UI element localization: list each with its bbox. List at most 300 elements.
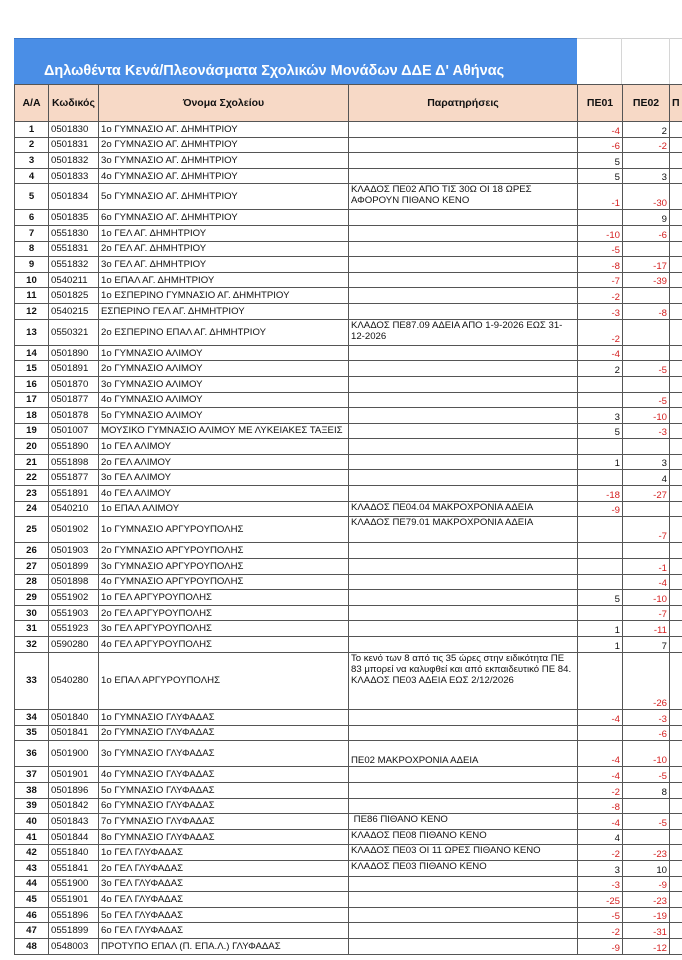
pe03-cell[interactable] [670,907,682,923]
row-number-cell[interactable]: 4 [15,168,49,184]
pe01-cell[interactable]: -2 [578,923,623,939]
pe02-cell[interactable] [623,501,670,517]
pe03-cell[interactable] [670,501,682,517]
school-name-cell[interactable]: 1ο ΕΣΠΕΡΙΝΟ ΓΥΜΝΑΣΙΟ ΑΓ. ΔΗΜΗΤΡΙΟΥ [99,288,349,304]
pe03-cell[interactable] [670,470,682,486]
row-number-cell[interactable]: 9 [15,257,49,273]
school-name-cell[interactable]: 1ο ΓΕΛ ΑΛΙΜΟΥ [99,439,349,455]
row-number-cell[interactable]: 48 [15,938,49,954]
pe02-cell[interactable] [623,288,670,304]
pe03-cell[interactable] [670,288,682,304]
school-name-cell[interactable]: 2ο ΓΥΜΝΑΣΙΟ ΑΛΙΜΟΥ [99,361,349,377]
school-code-cell[interactable]: 0551901 [49,892,99,908]
pe01-cell[interactable]: -7 [578,272,623,288]
notes-cell[interactable] [349,210,578,226]
school-name-cell[interactable]: 1ο ΓΕΛ ΑΡΓΥΡΟΥΠΟΛΗΣ [99,590,349,606]
notes-cell[interactable]: ΠΕ86 ΠΙΘΑΝΟ ΚΕΝΟ [349,814,578,830]
school-name-cell[interactable]: 3ο ΓΥΜΝΑΣΙΟ ΑΡΓΥΡΟΥΠΟΛΗΣ [99,558,349,574]
school-code-cell[interactable]: 0551898 [49,454,99,470]
pe02-cell[interactable]: -5 [623,814,670,830]
school-name-cell[interactable]: 1ο ΕΠΑΛ ΑΛΙΜΟΥ [99,501,349,517]
school-name-cell[interactable]: 4ο ΓΥΜΝΑΣΙΟ ΓΛΥΦΑΔΑΣ [99,767,349,783]
row-number-cell[interactable]: 32 [15,636,49,652]
pe01-cell[interactable]: 3 [578,860,623,876]
pe03-cell[interactable] [670,814,682,830]
pe02-cell[interactable]: 3 [623,168,670,184]
school-name-cell[interactable]: ΠΡΟΤΥΠΟ ΕΠΑΛ (Π. ΕΠΑ.Λ.) ΓΛΥΦΑΔΑΣ [99,938,349,954]
notes-cell[interactable] [349,272,578,288]
notes-cell[interactable]: Το κενό των 8 από τις 35 ώρες στην ειδικότητα ΠΕ 83 μπορεί να καλυφθεί και από εκπαιδευτικό ΠΕ 84. ΚΛΑΔΟΣ ΠΕ03 ΑΔΕΙΑ ΕΩΣ 2/12/2026 [349,652,578,710]
school-name-cell[interactable]: 2ο ΓΥΜΝΑΣΙΟ ΑΡΓΥΡΟΥΠΟΛΗΣ [99,543,349,559]
pe01-cell[interactable]: -6 [578,137,623,153]
school-code-cell[interactable]: 0501840 [49,710,99,726]
school-name-cell[interactable]: 6ο ΓΕΛ ΓΛΥΦΑΔΑΣ [99,923,349,939]
notes-cell[interactable] [349,241,578,257]
school-name-cell[interactable]: 4ο ΓΥΜΝΑΣΙΟ ΑΓ. ΔΗΜΗΤΡΙΟΥ [99,168,349,184]
row-number-cell[interactable]: 15 [15,361,49,377]
pe02-cell[interactable]: -19 [623,907,670,923]
school-name-cell[interactable]: 2ο ΓΕΛ ΑΛΙΜΟΥ [99,454,349,470]
school-name-cell[interactable]: 1ο ΓΥΜΝΑΣΙΟ ΑΡΓΥΡΟΥΠΟΛΗΣ [99,517,349,543]
pe03-cell[interactable] [670,486,682,502]
school-name-cell[interactable]: 3ο ΓΕΛ ΑΓ. ΔΗΜΗΤΡΙΟΥ [99,257,349,273]
pe02-cell[interactable]: -2 [623,137,670,153]
school-name-cell[interactable]: 2ο ΕΣΠΕΡΙΝΟ ΕΠΑΛ ΑΓ. ΔΗΜΗΤΡΙΟΥ [99,319,349,345]
pe03-cell[interactable] [670,454,682,470]
pe03-cell[interactable] [670,574,682,590]
row-number-cell[interactable]: 29 [15,590,49,606]
school-name-cell[interactable]: 4ο ΓΥΜΝΑΣΙΟ ΑΛΙΜΟΥ [99,392,349,408]
pe03-cell[interactable] [670,845,682,861]
school-name-cell[interactable]: 2ο ΓΥΜΝΑΣΙΟ ΑΓ. ΔΗΜΗΤΡΙΟΥ [99,137,349,153]
pe03-cell[interactable] [670,184,682,210]
school-code-cell[interactable]: 0551830 [49,226,99,242]
pe02-cell[interactable]: 7 [623,636,670,652]
row-number-cell[interactable]: 43 [15,860,49,876]
notes-cell[interactable] [349,907,578,923]
header-aa[interactable]: Α/Α [15,85,49,122]
row-number-cell[interactable]: 45 [15,892,49,908]
notes-cell[interactable] [349,288,578,304]
pe03-cell[interactable] [670,272,682,288]
pe03-cell[interactable] [670,122,682,138]
pe03-cell[interactable] [670,636,682,652]
school-code-cell[interactable]: 0540215 [49,304,99,320]
pe03-cell[interactable] [670,829,682,845]
pe03-cell[interactable] [670,923,682,939]
pe01-cell[interactable]: -4 [578,345,623,361]
pe03-cell[interactable] [670,423,682,439]
notes-cell[interactable] [349,710,578,726]
row-number-cell[interactable]: 47 [15,923,49,939]
pe03-cell[interactable] [670,876,682,892]
pe03-cell[interactable] [670,621,682,637]
school-name-cell[interactable]: 1ο ΓΥΜΝΑΣΙΟ ΑΓ. ΔΗΜΗΤΡΙΟΥ [99,122,349,138]
pe01-cell[interactable]: 5 [578,153,623,169]
pe01-cell[interactable] [578,470,623,486]
pe03-cell[interactable] [670,304,682,320]
pe02-cell[interactable]: -10 [623,741,670,767]
pe01-cell[interactable]: 5 [578,423,623,439]
school-code-cell[interactable]: 0540211 [49,272,99,288]
pe02-cell[interactable]: -23 [623,892,670,908]
notes-cell[interactable] [349,590,578,606]
school-code-cell[interactable]: 0551923 [49,621,99,637]
pe03-cell[interactable] [670,153,682,169]
row-number-cell[interactable]: 5 [15,184,49,210]
school-code-cell[interactable]: 0501896 [49,782,99,798]
pe02-cell[interactable]: 3 [623,454,670,470]
pe03-cell[interactable] [670,210,682,226]
pe02-cell[interactable]: 8 [623,782,670,798]
school-code-cell[interactable]: 0551896 [49,907,99,923]
school-name-cell[interactable]: 2ο ΓΕΛ ΑΓ. ΔΗΜΗΤΡΙΟΥ [99,241,349,257]
notes-cell[interactable] [349,137,578,153]
pe01-cell[interactable] [578,543,623,559]
pe02-cell[interactable]: -11 [623,621,670,637]
pe02-cell[interactable]: -17 [623,257,670,273]
pe01-cell[interactable]: -8 [578,798,623,814]
pe01-cell[interactable]: -2 [578,319,623,345]
pe01-cell[interactable]: 5 [578,590,623,606]
pe02-cell[interactable] [623,543,670,559]
notes-cell[interactable] [349,153,578,169]
school-code-cell[interactable]: 0501902 [49,517,99,543]
school-code-cell[interactable]: 0501825 [49,288,99,304]
row-number-cell[interactable]: 1 [15,122,49,138]
pe01-cell[interactable] [578,558,623,574]
notes-cell[interactable] [349,486,578,502]
pe01-cell[interactable]: -3 [578,304,623,320]
pe03-cell[interactable] [670,392,682,408]
pe01-cell[interactable]: 4 [578,829,623,845]
school-name-cell[interactable]: 4ο ΓΕΛ ΑΛΙΜΟΥ [99,486,349,502]
notes-cell[interactable] [349,543,578,559]
pe02-cell[interactable]: -27 [623,486,670,502]
notes-cell[interactable]: ΚΛΑΔΟΣ ΠΕ04.04 ΜΑΚΡΟΧΡΟΝΙΑ ΑΔΕΙΑ [349,501,578,517]
notes-cell[interactable] [349,226,578,242]
pe02-cell[interactable]: -7 [623,517,670,543]
school-name-cell[interactable]: 5ο ΓΥΜΝΑΣΙΟ ΑΓ. ΔΗΜΗΤΡΙΟΥ [99,184,349,210]
school-code-cell[interactable]: 0501898 [49,574,99,590]
pe03-cell[interactable] [670,741,682,767]
pe02-cell[interactable]: -8 [623,304,670,320]
school-name-cell[interactable]: 5ο ΓΕΛ ΓΛΥΦΑΔΑΣ [99,907,349,923]
school-code-cell[interactable]: 0501878 [49,408,99,424]
row-number-cell[interactable]: 34 [15,710,49,726]
school-code-cell[interactable]: 0551831 [49,241,99,257]
notes-cell[interactable] [349,725,578,741]
notes-cell[interactable] [349,439,578,455]
pe03-cell[interactable] [670,319,682,345]
row-number-cell[interactable]: 31 [15,621,49,637]
pe01-cell[interactable]: -2 [578,782,623,798]
row-number-cell[interactable]: 30 [15,605,49,621]
school-code-cell[interactable]: 0551903 [49,605,99,621]
header-pe03[interactable]: Π [670,85,682,122]
school-code-cell[interactable]: 0501901 [49,767,99,783]
pe02-cell[interactable]: -3 [623,423,670,439]
school-code-cell[interactable]: 0501890 [49,345,99,361]
pe02-cell[interactable]: -1 [623,558,670,574]
school-code-cell[interactable]: 0551899 [49,923,99,939]
school-code-cell[interactable]: 0501841 [49,725,99,741]
pe02-cell[interactable]: -23 [623,845,670,861]
row-number-cell[interactable]: 35 [15,725,49,741]
school-code-cell[interactable]: 0551840 [49,845,99,861]
pe02-cell[interactable]: -4 [623,574,670,590]
pe01-cell[interactable] [578,574,623,590]
school-name-cell[interactable]: 3ο ΓΕΛ ΑΛΙΜΟΥ [99,470,349,486]
notes-cell[interactable] [349,423,578,439]
pe02-cell[interactable] [623,345,670,361]
header-pe01[interactable]: ΠΕ01 [578,85,623,122]
pe03-cell[interactable] [670,226,682,242]
school-code-cell[interactable]: 0501891 [49,361,99,377]
school-name-cell[interactable]: 6ο ΓΥΜΝΑΣΙΟ ΓΛΥΦΑΔΑΣ [99,798,349,814]
pe01-cell[interactable] [578,210,623,226]
header-school-name[interactable]: Όνομα Σχολείου [99,85,349,122]
pe03-cell[interactable] [670,725,682,741]
row-number-cell[interactable]: 16 [15,376,49,392]
pe01-cell[interactable] [578,439,623,455]
pe02-cell[interactable] [623,319,670,345]
notes-cell[interactable] [349,376,578,392]
pe02-cell[interactable]: -5 [623,361,670,377]
header-pe02[interactable]: ΠΕ02 [623,85,670,122]
school-name-cell[interactable]: 5ο ΓΥΜΝΑΣΙΟ ΓΛΥΦΑΔΑΣ [99,782,349,798]
pe02-cell[interactable]: -7 [623,605,670,621]
school-code-cell[interactable]: 0551890 [49,439,99,455]
pe01-cell[interactable]: -4 [578,767,623,783]
pe02-cell[interactable]: 4 [623,470,670,486]
school-name-cell[interactable]: 1ο ΓΕΛ ΓΛΥΦΑΔΑΣ [99,845,349,861]
school-name-cell[interactable]: 7ο ΓΥΜΝΑΣΙΟ ΓΛΥΦΑΔΑΣ [99,814,349,830]
school-name-cell[interactable]: ΜΟΥΣΙΚΟ ΓΥΜΝΑΣΙΟ ΑΛΙΜΟΥ ΜΕ ΛΥΚΕΙΑΚΕΣ ΤΑΞΕΙΣ [99,423,349,439]
pe01-cell[interactable]: -4 [578,814,623,830]
notes-cell[interactable]: ΚΛΑΔΟΣ ΠΕ02 ΑΠΟ ΤΙΣ 30Ω ΟΙ 18 ΩΡΕΣ ΑΦΟΡΟΥΝ ΠΙΘΑΝΟ ΚΕΝΟ [349,184,578,210]
pe02-cell[interactable]: -6 [623,725,670,741]
pe03-cell[interactable] [670,710,682,726]
school-code-cell[interactable]: 0548003 [49,938,99,954]
school-name-cell[interactable]: 3ο ΓΥΜΝΑΣΙΟ ΓΛΥΦΑΔΑΣ [99,741,349,767]
school-code-cell[interactable]: 0501832 [49,153,99,169]
pe03-cell[interactable] [670,605,682,621]
pe02-cell[interactable] [623,241,670,257]
pe02-cell[interactable]: -9 [623,876,670,892]
pe01-cell[interactable] [578,725,623,741]
notes-cell[interactable] [349,938,578,954]
school-code-cell[interactable]: 0501842 [49,798,99,814]
school-name-cell[interactable]: 3ο ΓΥΜΝΑΣΙΟ ΑΓ. ΔΗΜΗΤΡΙΟΥ [99,153,349,169]
school-name-cell[interactable]: 1ο ΓΕΛ ΑΓ. ΔΗΜΗΤΡΙΟΥ [99,226,349,242]
school-code-cell[interactable]: 0540210 [49,501,99,517]
school-name-cell[interactable]: 4ο ΓΕΛ ΑΡΓΥΡΟΥΠΟΛΗΣ [99,636,349,652]
notes-cell[interactable] [349,257,578,273]
row-number-cell[interactable]: 3 [15,153,49,169]
pe02-cell[interactable]: 2 [623,122,670,138]
school-code-cell[interactable]: 0501830 [49,122,99,138]
notes-cell[interactable] [349,782,578,798]
notes-cell[interactable] [349,574,578,590]
school-name-cell[interactable]: 3ο ΓΥΜΝΑΣΙΟ ΑΛΙΜΟΥ [99,376,349,392]
school-name-cell[interactable]: 2ο ΓΕΛ ΑΡΓΥΡΟΥΠΟΛΗΣ [99,605,349,621]
pe02-cell[interactable]: 10 [623,860,670,876]
pe01-cell[interactable]: 3 [578,408,623,424]
notes-cell[interactable] [349,636,578,652]
pe02-cell[interactable]: -12 [623,938,670,954]
row-number-cell[interactable]: 33 [15,652,49,710]
notes-cell[interactable] [349,767,578,783]
pe03-cell[interactable] [670,257,682,273]
school-code-cell[interactable]: 0501843 [49,814,99,830]
pe01-cell[interactable]: 1 [578,636,623,652]
pe02-cell[interactable]: -6 [623,226,670,242]
pe02-cell[interactable] [623,829,670,845]
pe01-cell[interactable]: -25 [578,892,623,908]
row-number-cell[interactable]: 26 [15,543,49,559]
pe02-cell[interactable]: -3 [623,710,670,726]
pe02-cell[interactable]: -5 [623,392,670,408]
notes-cell[interactable] [349,470,578,486]
notes-cell[interactable] [349,168,578,184]
notes-cell[interactable] [349,304,578,320]
pe03-cell[interactable] [670,558,682,574]
pe03-cell[interactable] [670,168,682,184]
school-name-cell[interactable]: 4ο ΓΕΛ ΓΛΥΦΑΔΑΣ [99,892,349,908]
pe03-cell[interactable] [670,767,682,783]
pe02-cell[interactable]: -30 [623,184,670,210]
row-number-cell[interactable]: 40 [15,814,49,830]
notes-cell[interactable] [349,798,578,814]
school-name-cell[interactable]: 4ο ΓΥΜΝΑΣΙΟ ΑΡΓΥΡΟΥΠΟΛΗΣ [99,574,349,590]
notes-cell[interactable] [349,876,578,892]
row-number-cell[interactable]: 24 [15,501,49,517]
school-name-cell[interactable]: 3ο ΓΕΛ ΑΡΓΥΡΟΥΠΟΛΗΣ [99,621,349,637]
pe03-cell[interactable] [670,860,682,876]
row-number-cell[interactable]: 17 [15,392,49,408]
pe02-cell[interactable] [623,376,670,392]
pe02-cell[interactable]: -5 [623,767,670,783]
pe01-cell[interactable] [578,376,623,392]
row-number-cell[interactable]: 27 [15,558,49,574]
pe03-cell[interactable] [670,652,682,710]
pe03-cell[interactable] [670,543,682,559]
pe01-cell[interactable]: 1 [578,621,623,637]
pe01-cell[interactable]: 2 [578,361,623,377]
pe01-cell[interactable]: -9 [578,501,623,517]
row-number-cell[interactable]: 38 [15,782,49,798]
notes-cell[interactable] [349,408,578,424]
school-code-cell[interactable]: 0501903 [49,543,99,559]
pe01-cell[interactable] [578,392,623,408]
pe01-cell[interactable] [578,652,623,710]
pe03-cell[interactable] [670,938,682,954]
school-code-cell[interactable]: 0501877 [49,392,99,408]
school-code-cell[interactable]: 0501900 [49,741,99,767]
row-number-cell[interactable]: 42 [15,845,49,861]
school-name-cell[interactable]: ΕΣΠΕΡΙΝΟ ΓΕΛ ΑΓ. ΔΗΜΗΤΡΙΟΥ [99,304,349,320]
school-name-cell[interactable]: 1ο ΕΠΑΛ ΑΡΓΥΡΟΥΠΟΛΗΣ [99,652,349,710]
notes-cell[interactable] [349,621,578,637]
school-code-cell[interactable]: 0551891 [49,486,99,502]
row-number-cell[interactable]: 36 [15,741,49,767]
notes-cell[interactable]: ΚΛΑΔΟΣ ΠΕ87.09 ΑΔΕΙΑ ΑΠΟ 1-9-2026 ΕΩΣ 31-12-2026 [349,319,578,345]
pe02-cell[interactable] [623,153,670,169]
row-number-cell[interactable]: 44 [15,876,49,892]
pe02-cell[interactable] [623,439,670,455]
notes-cell[interactable] [349,558,578,574]
notes-cell[interactable] [349,892,578,908]
pe03-cell[interactable] [670,408,682,424]
school-code-cell[interactable]: 0551841 [49,860,99,876]
notes-cell[interactable] [349,605,578,621]
school-name-cell[interactable]: 1ο ΓΥΜΝΑΣΙΟ ΑΛΙΜΟΥ [99,345,349,361]
pe03-cell[interactable] [670,241,682,257]
pe03-cell[interactable] [670,590,682,606]
notes-cell[interactable] [349,392,578,408]
row-number-cell[interactable]: 2 [15,137,49,153]
header-notes[interactable]: Παρατηρήσεις [349,85,578,122]
pe01-cell[interactable]: -9 [578,938,623,954]
school-name-cell[interactable]: 1ο ΕΠΑΛ ΑΓ. ΔΗΜΗΤΡΙΟΥ [99,272,349,288]
pe03-cell[interactable] [670,137,682,153]
pe02-cell[interactable]: -31 [623,923,670,939]
notes-cell[interactable] [349,361,578,377]
pe03-cell[interactable] [670,782,682,798]
row-number-cell[interactable]: 19 [15,423,49,439]
row-number-cell[interactable]: 7 [15,226,49,242]
pe02-cell[interactable] [623,798,670,814]
pe02-cell[interactable]: 9 [623,210,670,226]
pe01-cell[interactable]: -5 [578,907,623,923]
school-name-cell[interactable]: 5ο ΓΥΜΝΑΣΙΟ ΑΛΙΜΟΥ [99,408,349,424]
school-code-cell[interactable]: 0551832 [49,257,99,273]
school-code-cell[interactable]: 0501870 [49,376,99,392]
row-number-cell[interactable]: 18 [15,408,49,424]
row-number-cell[interactable]: 23 [15,486,49,502]
pe01-cell[interactable]: -2 [578,845,623,861]
row-number-cell[interactable]: 46 [15,907,49,923]
row-number-cell[interactable]: 28 [15,574,49,590]
pe03-cell[interactable] [670,892,682,908]
row-number-cell[interactable]: 21 [15,454,49,470]
header-code[interactable]: Κωδικός [49,85,99,122]
row-number-cell[interactable]: 41 [15,829,49,845]
school-code-cell[interactable]: 0501899 [49,558,99,574]
pe02-cell[interactable]: -10 [623,408,670,424]
school-code-cell[interactable]: 0540280 [49,652,99,710]
pe01-cell[interactable]: -8 [578,257,623,273]
row-number-cell[interactable]: 6 [15,210,49,226]
notes-cell[interactable]: ΚΛΑΔΟΣ ΠΕ08 ΠΙΘΑΝΟ ΚΕΝΟ [349,829,578,845]
pe01-cell[interactable]: -2 [578,288,623,304]
pe01-cell[interactable]: -1 [578,184,623,210]
school-code-cell[interactable]: 0501844 [49,829,99,845]
pe03-cell[interactable] [670,345,682,361]
pe01-cell[interactable] [578,517,623,543]
pe03-cell[interactable] [670,439,682,455]
pe03-cell[interactable] [670,798,682,814]
notes-cell[interactable] [349,923,578,939]
notes-cell[interactable] [349,345,578,361]
pe01-cell[interactable] [578,605,623,621]
pe02-cell[interactable]: -39 [623,272,670,288]
pe01-cell[interactable]: -4 [578,122,623,138]
school-name-cell[interactable]: 8ο ΓΥΜΝΑΣΙΟ ΓΛΥΦΑΔΑΣ [99,829,349,845]
pe01-cell[interactable]: -4 [578,741,623,767]
row-number-cell[interactable]: 10 [15,272,49,288]
